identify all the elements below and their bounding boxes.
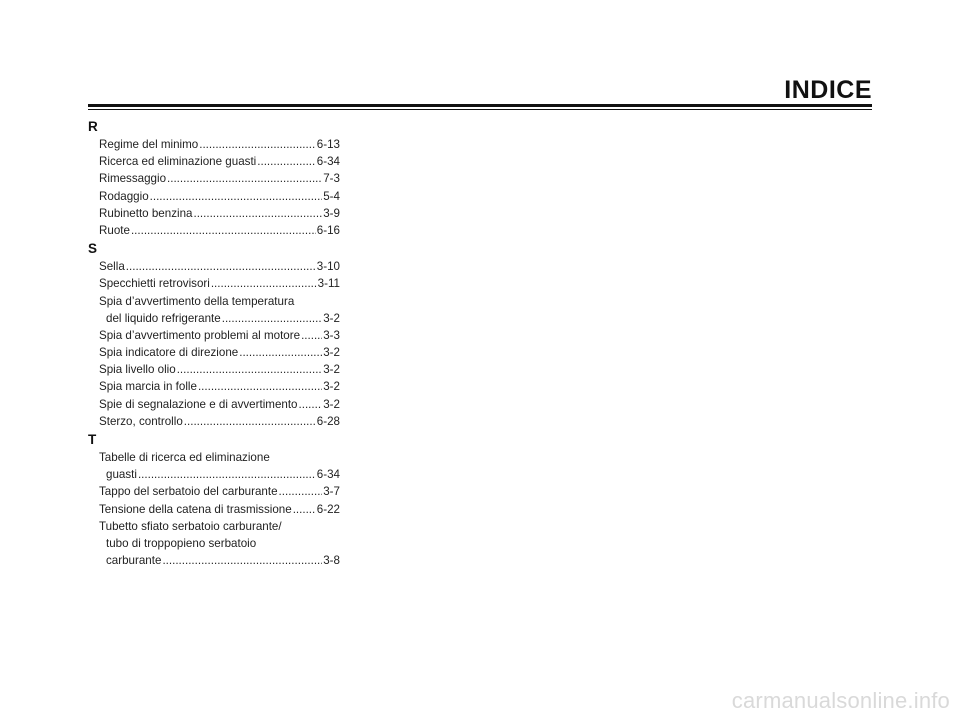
index-column <box>88 117 340 569</box>
index-entry <box>88 258 340 275</box>
index-entry <box>88 222 340 239</box>
index-entry-page: 6-13 <box>316 138 340 151</box>
index-entry-label: Spia livello olio <box>99 363 176 377</box>
index-entry-line <box>88 535 340 552</box>
dot-leader <box>211 275 317 292</box>
dot-leader <box>301 327 322 344</box>
dot-leader <box>150 188 323 205</box>
index-entry-label: Tappo del serbatoio del carburante <box>99 485 278 499</box>
dot-leader <box>279 483 323 500</box>
index-entry-page: 5-4 <box>323 189 340 203</box>
dot-leader <box>222 310 323 327</box>
index-entry-line <box>88 188 340 205</box>
index-entry <box>88 153 340 170</box>
index-entry-line <box>88 205 340 222</box>
dot-leader <box>293 501 316 518</box>
index-entry-line <box>88 310 340 327</box>
index-entry <box>88 188 340 205</box>
section-letter: R <box>88 119 98 134</box>
index-entry-line <box>88 327 340 344</box>
index-entry-label: Tubetto sfiato serbatoio carburante/ <box>99 519 282 533</box>
dot-leader <box>199 136 316 153</box>
dot-leader <box>131 222 316 239</box>
index-entry-label: Spia marcia in folle <box>99 380 197 394</box>
index-entry <box>88 449 340 483</box>
index-entry-line <box>88 293 340 310</box>
index-entry-label: Sterzo, controllo <box>99 414 183 428</box>
index-entry-label: Rubinetto benzina <box>99 206 193 220</box>
section-letter: T <box>88 432 97 447</box>
index-entry-page: 6-34 <box>316 468 340 482</box>
dot-leader <box>198 378 322 395</box>
index-entry-label: Specchietti retrovisori <box>99 277 210 291</box>
dot-leader <box>177 361 323 378</box>
index-entry-line <box>88 136 340 153</box>
index-entry-line <box>88 466 340 483</box>
index-entry <box>88 396 340 413</box>
dot-leader <box>162 552 322 569</box>
index-entry <box>88 170 340 187</box>
dot-leader <box>239 344 322 361</box>
index-entry-line <box>88 501 340 518</box>
index-entry-page: 3-10 <box>316 260 340 274</box>
index-entry-page: 6-22 <box>316 502 340 516</box>
index-entry <box>88 483 340 500</box>
index-entry-label: Spia d’avvertimento problemi al motore <box>99 328 301 342</box>
index-entry-label: Spia indicatore di direzione <box>99 346 239 360</box>
index-entry <box>88 378 340 395</box>
index-entry <box>88 518 340 570</box>
index-entry-page: 6-34 <box>316 155 340 169</box>
page-title: INDICE <box>784 76 872 104</box>
index-entry-page: 3-2 <box>323 363 340 377</box>
index-entry-label: Rimessaggio <box>99 172 167 186</box>
index-entry-page: 7-3 <box>323 172 340 186</box>
index-entry-line <box>88 258 340 275</box>
index-entry-line <box>88 518 340 535</box>
index-entry-page: 3-2 <box>323 380 340 394</box>
index-entry-line <box>88 483 340 500</box>
header-rule-thin <box>88 109 872 110</box>
dot-leader <box>184 413 316 430</box>
index-entry-page: 3-7 <box>323 485 340 499</box>
index-entry-line <box>88 396 340 413</box>
index-entry-label: del liquido refrigerante <box>106 311 221 325</box>
index-entry <box>88 293 340 327</box>
dot-leader <box>167 170 322 187</box>
index-entry-line <box>88 275 340 292</box>
index-entry-page: 6-16 <box>316 223 340 237</box>
index-entry <box>88 344 340 361</box>
index-entry-line <box>88 378 340 395</box>
index-entry-label: Spie di segnalazione e di avvertimento <box>99 397 298 411</box>
index-entry-label: carburante <box>106 554 162 568</box>
index-entry-line <box>88 170 340 187</box>
index-entry-page: 3-2 <box>323 311 340 325</box>
index-entry <box>88 501 340 518</box>
watermark: carmanualsonline.info <box>731 688 950 713</box>
dot-leader <box>257 153 316 170</box>
index-entry-page: 3-3 <box>323 328 340 342</box>
index-entry-label: guasti <box>106 468 137 482</box>
dot-leader <box>138 466 316 483</box>
index-entry-line <box>88 222 340 239</box>
index-entry-label: Spia d’avvertimento della temperatura <box>99 294 295 308</box>
index-entry-label: Ruote <box>99 223 130 237</box>
index-entry-page: 3-11 <box>317 277 340 291</box>
index-entry <box>88 136 340 153</box>
index-entry-label: tubo di troppopieno serbatoio <box>106 536 257 550</box>
index-entry-line <box>88 344 340 361</box>
index-entry-line <box>88 153 340 170</box>
index-entry-line <box>88 413 340 430</box>
section-letter: S <box>88 241 98 257</box>
index-entry-page: 6-28 <box>316 414 340 428</box>
index-entry-line <box>88 449 340 466</box>
index-entry-page: 3-2 <box>323 397 340 411</box>
index-entry <box>88 413 340 430</box>
index-entry-label: Sella <box>99 260 125 274</box>
index-entry <box>88 205 340 222</box>
index-entry <box>88 275 340 292</box>
index-entry-label: Rodaggio <box>99 189 149 203</box>
index-entry-label: Tensione della catena di trasmissione <box>99 502 292 516</box>
index-entry-line <box>88 552 340 569</box>
index-entry-label: Tabelle di ricerca ed eliminazione <box>99 451 270 464</box>
index-entry-page: 3-2 <box>323 346 340 360</box>
dot-leader <box>193 205 322 222</box>
index-entry-label: Ricerca ed eliminazione guasti <box>99 155 257 169</box>
index-entry-line <box>88 361 340 378</box>
index-entry <box>88 361 340 378</box>
index-entry-page: 3-9 <box>323 206 340 220</box>
index-entry-label: Regime del minimo <box>99 138 199 151</box>
header-rule-thick <box>88 104 872 107</box>
dot-leader <box>299 396 323 413</box>
index-entry-page: 3-8 <box>323 554 340 568</box>
index-entry <box>88 327 340 344</box>
dot-leader <box>126 258 316 275</box>
